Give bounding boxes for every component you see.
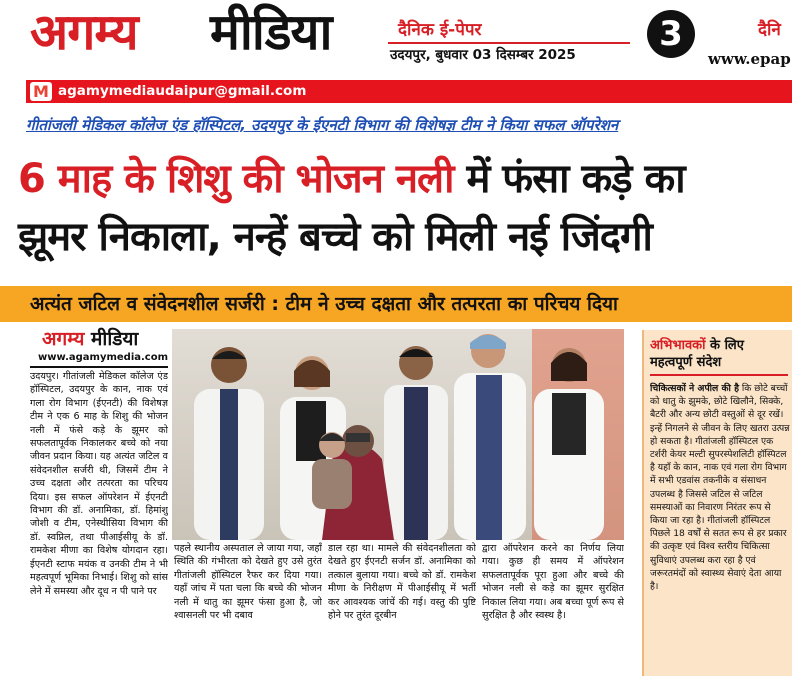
news-photo — [172, 329, 624, 540]
email-bar — [26, 80, 792, 103]
sidebar-title-red: अभिभावकों — [650, 338, 706, 353]
article-column-4: द्वारा ऑपरेशन करने का निर्णय लिया गया। कुछ ही समय में ऑपरेशन सफलतापूर्वक पूरा हुआ और बच्चे की भोजन नली से कड़े का झूमर सुरक्षित निकाल लिया गया। अब बच्चा पूर्ण रूप से सुरक्षित है और स्वस्थ है। — [482, 543, 624, 622]
edition-divider — [388, 42, 630, 44]
sidebar-title-line-2: महत्वपूर्ण संदेश — [650, 355, 722, 370]
sidebar-body-text: कि छोटे बच्चों को धातु के झुमके, छोटे खिलौने, सिक्के, बैटरी और अन्य छोटी वस्तुओं से दूर रखें। इन्हें निगलने से जीवन के लिए खतरा उत्पन्न हो सकता है। गीतांजली हॉस्पिटल एक टर्शरी केयर मल्टी सुपरस्पेशलिटी हॉस्पिटल है यहाँ के कान, नाक एवं गला रोग विभाग में सभी एडवांस तकनीके व संसाधन उपलब्ध है जिससे जटिल से जटिल समस्याओं का निवारण निरंतर रूप से किया जा रहा है। गीतांजली हॉस्पिटल पिछले 18 वर्षों से सतत रूप से हर प्रकार की उत्कृष्ट एवं विश्व स्तरीय चिकित्सा सुविधाएं उपलब्ध करा रहा है एवं जरूरतमंदों को स्वास्थ्य सेवाएं देता आया है। — [650, 383, 790, 593]
subhead-band — [0, 286, 792, 322]
byline-brand-dark: मीडिया — [84, 328, 139, 350]
article-column-3: डाल रहा था। मामले की संवेदनशीलता को देखते हुए ईएनटी सर्जन डॉ. अनामिका को तत्काल बुलाया गया। बच्चे को डॉ. रामकेश मीणा के निरीक्षण में पीआईसीयू में भर्ती कर आवश्यक जांचें की गई। वस्तु की पुष्टि होने पर तुरंत दूरबीन — [328, 543, 476, 622]
parents-message-box — [642, 330, 792, 676]
sidebar-body — [650, 382, 790, 674]
headline-highlight: 6 माह के शिशु की भोजन नली — [18, 156, 454, 202]
headline-line-1-rest: में फंसा कड़े का — [453, 156, 685, 202]
contact-email[interactable]: agamymediaudaipur@gmail.com — [58, 83, 307, 99]
byline-divider — [30, 366, 168, 368]
next-page-url: www.epap — [708, 50, 791, 68]
gmail-icon: M — [30, 82, 52, 101]
article-kicker: गीतांजली मेडिकल कॉलेज एंड हॉस्पिटल, उदयपुर के ईएनटी विभाग की विशेषज्ञ टीम ने किया सफल ऑपरेशन — [26, 116, 619, 134]
sidebar-title — [650, 338, 744, 354]
next-page-label: दैनि — [758, 20, 781, 40]
byline-brand-red: अगम्य — [42, 328, 85, 350]
subhead-text: अत्यंत जटिल व संवेदनशील सर्जरी : टीम ने उच्च दक्षता और तत्परता का परिचय दिया — [30, 293, 618, 315]
article-headline — [18, 150, 792, 266]
sidebar-body-lead: चिकित्सकों ने अपील की है — [650, 383, 739, 394]
epaper-label: दैनिक ई-पेपर — [398, 20, 482, 40]
byline-url: www.agamymedia.com — [38, 352, 169, 363]
headline-line-2: झूमर निकाला, नन्हें बच्चे को मिली नई जिंदगी — [18, 214, 652, 260]
logo-media: मीडिया — [210, 2, 332, 61]
article-column-1: उदयपुर। गीतांजली मेडिकल कॉलेज एंड हॉस्पिटल, उदयपुर के कान, नाक एवं गला रोग विभाग (ईएनटी) की विशेषज्ञ टीम ने एक 6 माह के शिशु की भोजन नली में फंसे कड़े के झूमर को सफलतापूर्वक निकालकर बच्चे को नया जीवन प्रदान किया। यह अत्यंत जटिल व संवेदनशील सर्जरी थी, जिसमें टीम ने उच्च दक्षता और तत्परता का परिचय दिया। इस सफल ऑपरेशन में ईएनटी विभाग की डॉ. अनामिका, डॉ. हिमांशु जोशी व टीम, एनेस्थीसिया विभाग की डॉ. स्वप्निल, तथा पीआईसीयू के डॉ. रामकेश मीणा का विशेष योगदान रहा। ईएनटी स्टाफ मयंक व उनकी टीम ने भी महत्वपूर्ण भूमिका निभाई। शिशु को सांस लेने में समस्या और दूध न पी पाने पर — [30, 371, 168, 597]
logo-agamya: अगम्य — [30, 2, 138, 61]
page-number-badge: 3 — [647, 10, 695, 58]
sidebar-title-rest: के लिए — [705, 338, 744, 353]
sidebar-divider — [650, 374, 788, 376]
article-column-2: पहले स्थानीय अस्पताल ले जाया गया, जहाँ स्थिति की गंभीरता को देखते हुए उसे तुरंत गीतांजली हॉस्पिटल रैफर कर दिया गया। यहाँ जांच में पता चला कि बच्चे की भोजन नली में धातु का झूमर फंसा हुआ है, जो श्वासनली पर भी दबाव — [174, 543, 322, 622]
left-column — [0, 322, 172, 676]
byline-brand — [42, 328, 138, 350]
edition-dateline: उदयपुर, बुधवार 03 दिसम्बर 2025 — [390, 47, 576, 63]
headline-line-1 — [18, 150, 792, 208]
masthead — [0, 0, 792, 80]
